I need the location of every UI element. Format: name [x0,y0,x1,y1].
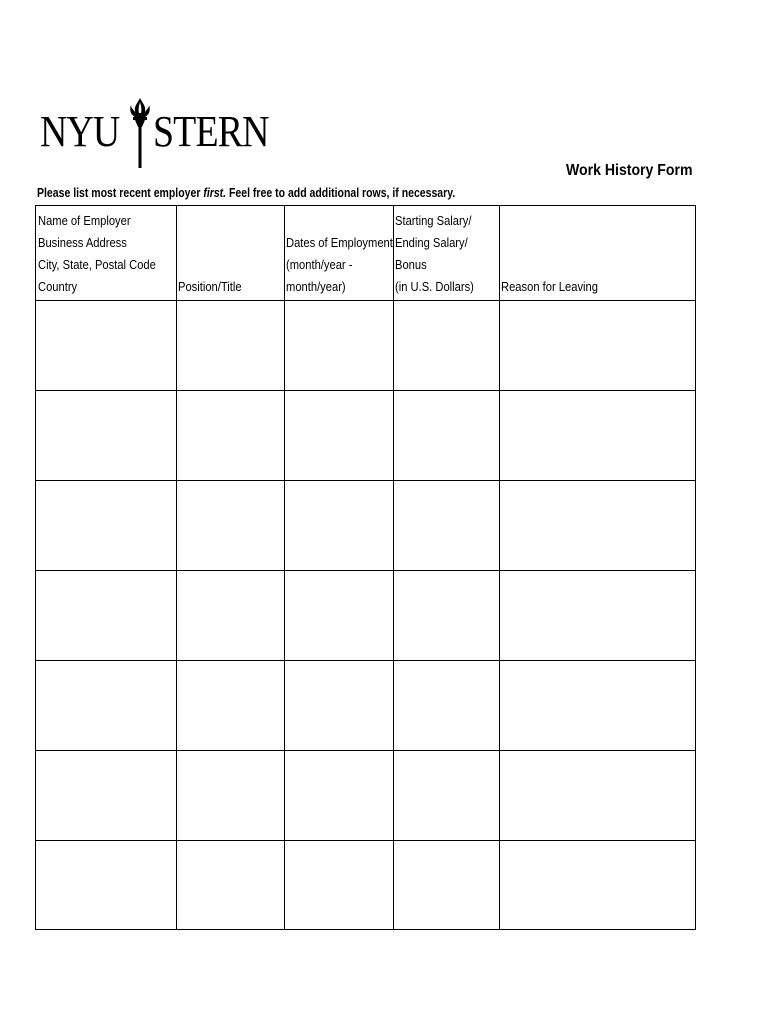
header-cell [176,206,284,300]
table-cell-empty[interactable] [36,570,176,660]
table-cell-empty[interactable] [499,480,694,570]
table-cell-empty[interactable] [393,480,499,570]
table-cell-empty[interactable] [284,750,393,840]
header-label-line: Reason for Leaving [501,279,598,294]
table-cell-empty[interactable] [176,750,284,840]
table-cell-empty[interactable] [393,840,499,930]
header-cell [393,206,499,300]
table-cell-empty[interactable] [499,390,694,480]
header-cell [284,206,393,300]
table-cell-empty[interactable] [284,300,393,390]
table-cell-empty[interactable] [176,300,284,390]
table-cell-empty[interactable] [393,570,499,660]
torch-icon [128,96,152,168]
header-label-line: month/year) [286,279,346,294]
table-cell-empty[interactable] [499,300,694,390]
header-label [38,210,156,298]
table-cell-empty[interactable] [36,750,176,840]
table-cell-empty[interactable] [284,480,393,570]
header-label-line: (in U.S. Dollars) [395,279,474,294]
header-label-line: Business Address [38,235,127,250]
nyu-stern-logo [40,96,269,172]
table-cell-empty[interactable] [393,390,499,480]
table-cell-empty[interactable] [393,750,499,840]
header-label-line: Ending Salary/ [395,235,468,250]
table-cell-empty[interactable] [499,840,694,930]
header-label [501,276,598,298]
header-label-line: Position/Title [178,279,242,294]
table-cell-empty[interactable] [176,660,284,750]
table-cell-empty[interactable] [284,840,393,930]
logo-text-stern: STERN [153,107,269,156]
header-label-line: Starting Salary/ [395,213,472,228]
table-cell-empty[interactable] [176,480,284,570]
header-cell [499,206,694,300]
header-cell [36,206,176,300]
table-cell-empty[interactable] [499,570,694,660]
table-cell-empty[interactable] [36,390,176,480]
instruction-emphasis: first. [203,186,227,200]
table-cell-empty[interactable] [176,840,284,930]
table-cell-empty[interactable] [393,300,499,390]
table-cell-empty[interactable] [284,390,393,480]
form-title: Work History Form [566,162,693,179]
header-label-line: Name of Employer [38,213,131,228]
header-label-line: City, State, Postal Code [38,257,156,272]
instruction-part-1: Please list most recent employer [37,186,204,200]
table-cell-empty[interactable] [36,300,176,390]
table-cell-empty[interactable] [284,660,393,750]
header-label [395,210,474,298]
table-cell-empty[interactable] [176,570,284,660]
table-cell-empty[interactable] [36,660,176,750]
table-cell-empty[interactable] [176,390,284,480]
instruction-part-2: Feel free to add additional rows, if necessary. [226,186,456,200]
header-label [286,232,393,298]
header-label-line: (month/year - [286,257,353,272]
table-cell-empty[interactable] [284,570,393,660]
header-label-line: Country [38,279,78,294]
table-cell-empty[interactable] [393,660,499,750]
header-label-line: Bonus [395,257,427,272]
logo-text-nyu: NYU [40,107,120,156]
header-label [178,276,242,298]
table-cell-empty[interactable] [36,840,176,930]
table-cell-empty[interactable] [499,660,694,750]
table-cell-empty[interactable] [499,750,694,840]
instruction-text [37,186,455,200]
work-history-table [35,205,696,930]
header-label-line: Dates of Employment [286,235,393,250]
table-cell-empty[interactable] [36,480,176,570]
